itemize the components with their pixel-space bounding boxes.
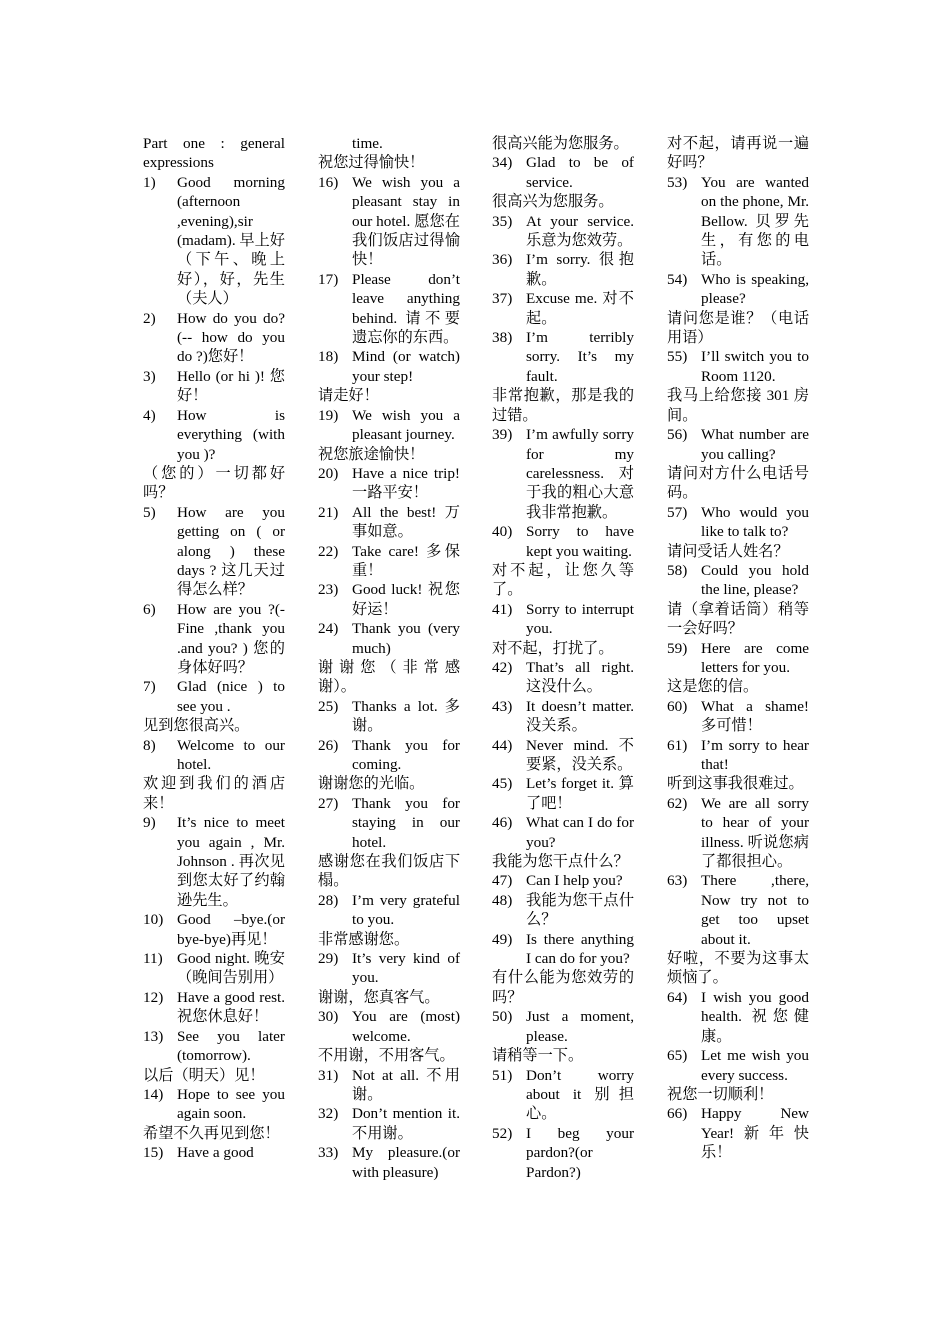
item-number: 46) [492,814,513,832]
phrase-text: Don’t worry about it 别担心。 [526,1066,634,1123]
phrase-text: How is everything (with you )? [177,406,285,463]
translation-line: 听到这事我很难过。 [667,775,804,793]
translation-line: 请走好！ [318,387,379,405]
translation-line: 对不起，请再说一遍好吗？ [667,135,809,172]
item-number: 39) [492,426,513,444]
phrase-text: Happy New Year!新年快乐！ [701,1105,809,1162]
phrase-item [143,600,285,678]
item-number: 22) [318,542,339,560]
phrase-text: My pleasure.(or with pleasure) [352,1144,460,1181]
phrase-text: Let me wish you every success. [701,1047,809,1084]
item-number: 66) [667,1105,688,1123]
phrase-text: Welcome to our hotel. [177,736,285,773]
phrase-item [667,270,809,309]
phrase-item [318,1007,460,1046]
item-number: 3) [143,367,156,385]
phrase-item [318,619,460,658]
phrase-text: I’m sorry to hear that! [701,736,809,773]
translation-line: 祝您旅途愉快！ [318,445,425,463]
phrase-item [318,736,460,775]
phrase-text: Good night. 晚安（晚间告别用） [177,950,285,987]
item-number: 1) [143,173,156,191]
phrase-item [143,910,285,949]
phrase-item [318,503,460,542]
translation-line: 非常感谢您。 [318,930,410,948]
item-number: 15) [143,1144,164,1162]
translation-line: 很高兴为您服务。 [492,193,614,211]
translation-line: 有什么能为您效劳的吗？ [492,969,634,1006]
translation-line: 祝您一切顺利！ [667,1085,774,1103]
phrase-text: Have a good rest. 祝您休息好！ [177,988,285,1026]
phrase-text: It doesn’t matter.没关系。 [526,697,634,735]
item-number: 10) [143,911,164,929]
phrase-item [492,736,634,775]
translation-line: 以后（明天）见！ [143,1066,265,1084]
phrase-text: How are you getting on ( or along ) these days ? 这几天过得怎么样？ [177,503,285,599]
text-column-3 [492,134,634,1182]
item-number: 27) [318,794,339,812]
phrase-text: We wish you a pleasant stay in our hotel. 愿您在我们饭店过得愉快！ [352,173,460,269]
phrase-item [318,1104,460,1143]
item-number: 18) [318,348,339,366]
translation-line: 谢谢您的光临。 [318,775,425,793]
phrase-item [667,639,809,678]
item-number: 36) [492,251,513,269]
item-number: 11) [143,950,163,968]
translation-line: 非常抱歉，那是我的过错。 [492,387,634,424]
phrase-item [492,250,634,289]
phrase-item [318,794,460,852]
item-number: 49) [492,930,513,948]
item-number: 31) [318,1066,339,1084]
item-number: 34) [492,154,513,172]
item-number: 47) [492,872,513,890]
phrase-item [492,871,634,890]
phrase-text: I’ll switch you to Room 1120. [701,348,809,385]
phrase-item [318,542,460,581]
item-number: 55) [667,348,688,366]
phrase-text: Glad to be of service. [526,154,634,191]
translation-line: 见到您很高兴。 [143,717,250,735]
phrase-item [143,949,285,988]
phrase-item [143,309,285,367]
item-number: 5) [143,503,156,521]
phrase-item [492,289,634,328]
phrase-text: Have a good [177,1144,254,1162]
phrase-text: I’m sorry. 很抱歉。 [526,251,634,288]
phrase-text: We wish you a pleasant journey. [352,406,460,444]
phrase-item [143,1143,285,1162]
phrase-item [492,212,634,251]
translation-line: 对不起，打扰了。 [492,639,614,657]
item-number: 29) [318,950,339,968]
phrase-text: 我能为您干点什么？ [526,891,634,929]
item-number: 7) [143,678,156,696]
item-number: 19) [318,406,339,424]
translation-line: 不用谢，不用客气。 [318,1047,455,1065]
phrase-item [492,522,634,561]
item-number: 26) [318,736,339,754]
phrase-item [667,425,809,464]
item-number: 33) [318,1144,339,1162]
item-number: 30) [318,1008,339,1026]
phrase-text: I’m very grateful to you. [352,891,460,929]
item-number: 53) [667,173,688,191]
phrase-item [492,1066,634,1124]
phrase-item [492,658,634,697]
phrase-text: What can I do for you? [526,814,634,851]
phrase-item [143,736,285,775]
phrase-text: Just a moment, please. [526,1008,634,1045]
phrase-item [492,774,634,813]
phrase-text: Thank you for coming. [352,736,460,773]
phrase-text: I’m terribly sorry. It’s my fault. [526,329,634,385]
phrase-text: We are all sorry to hear of your illness. 听说您病了都很担心。 [701,794,809,871]
phrase-item [143,1027,285,1066]
item-number: 40) [492,523,513,541]
phrase-item [318,1143,460,1182]
phrase-text: Thank you (very much) [352,620,460,657]
item-number: 51) [492,1066,513,1084]
item-number: 4) [143,406,156,424]
phrase-text: Mind (or watch) your step! [352,348,460,385]
translation-line: 希望不久再见到您！ [143,1124,280,1142]
translation-line: 谢谢您（非常感谢）。 [318,658,460,696]
phrase-item [318,949,460,988]
phrase-item [667,988,809,1046]
phrase-text: Have a nice trip!一路平安！ [352,464,460,502]
item-number: 2) [143,309,156,327]
translation-line: 请稍等一下。 [492,1047,584,1065]
phrase-item [667,503,809,542]
translation-line: 我马上给您接 301 房间。 [667,387,809,424]
item-number: 50) [492,1008,513,1026]
phrase-item [318,270,460,348]
item-number: 9) [143,814,156,832]
phrase-item [492,153,634,192]
text-column-2 [318,134,460,1182]
phrase-text: Excuse me. 对不起。 [526,290,634,327]
phrase-item [492,930,634,969]
phrase-item [318,891,460,930]
phrase-text: Here are come letters for you. [701,639,809,676]
phrase-text: You are wanted on the phone, Mr. Bellow. 贝罗先生，有您的电话。 [701,173,809,269]
phrase-text: Not at all. 不用谢。 [352,1066,460,1103]
item-number: 12) [143,988,164,1006]
phrase-continuation: time. [352,135,383,152]
item-number: 56) [667,426,688,444]
translation-line: 祝您过得愉快！ [318,154,425,172]
translation-line: 欢迎到我们的酒店来！ [143,775,285,812]
item-number: 21) [318,503,339,521]
translation-line: 请问您是谁？（电话用语） [667,309,809,347]
phrase-text: All the best! 万事如意。 [352,503,460,541]
phrase-text: At your service. 乐意为您效劳。 [526,212,634,250]
item-number: 8) [143,736,156,754]
phrase-text: Hello (or hi )! 您好！ [177,367,285,405]
phrase-item [318,347,460,386]
item-number: 61) [667,736,688,754]
item-number: 32) [318,1105,339,1123]
item-number: 63) [667,872,688,890]
item-number: 43) [492,697,513,715]
item-number: 13) [143,1027,164,1045]
item-number: 14) [143,1085,164,1103]
item-number: 35) [492,212,513,230]
item-number: 28) [318,891,339,909]
phrase-text: Could you hold the line, please? [701,561,809,599]
phrase-text: You are (most) welcome. [352,1008,460,1045]
phrase-text: Good –bye.(or bye-bye)再见！ [177,911,285,948]
item-number: 23) [318,581,339,599]
phrase-text: Is there anything I can do for you? [526,930,634,968]
phrase-item [667,736,809,775]
phrase-item [667,697,809,736]
phrase-text: See you later (tomorrow). [177,1027,285,1065]
item-number: 20) [318,464,339,482]
translation-line: 请问受话人姓名？ [667,542,789,560]
translation-line: 感谢您在我们饭店下榻。 [318,853,460,890]
phrase-item [492,600,634,639]
item-number: 16) [318,173,339,191]
phrase-item [667,1046,809,1085]
phrase-item [492,813,634,852]
phrase-text: Thank you for staying in our hotel. [352,794,460,851]
phrase-text: That’s all right. 这没什么。 [526,658,634,696]
phrase-item [143,173,285,309]
phrase-item [318,1066,460,1105]
phrase-text: I wish you good health. 祝您健康。 [701,988,809,1045]
phrase-item [318,173,460,270]
translation-line: 谢谢，您真客气。 [318,988,440,1006]
translation-line: 这是您的信。 [667,678,759,696]
phrase-item [667,347,809,386]
item-number: 57) [667,503,688,521]
text-column-4 [667,134,809,1163]
phrase-text: Good luck! 祝您好运！ [352,581,460,618]
phrase-text: Sorry to interrupt you. [526,600,634,638]
item-number: 58) [667,561,688,579]
phrase-item [143,367,285,406]
phrase-item [667,871,809,949]
translation-line: （您的）一切都好吗？ [143,464,285,502]
phrase-item [492,891,634,930]
phrase-text: I beg your pardon?(or Pardon?) [526,1124,634,1181]
item-number: 25) [318,697,339,715]
phrase-item [492,1007,634,1046]
phrase-text: Let’s forget it. 算了吧！ [526,775,634,812]
phrase-item [318,697,460,736]
translation-line: 请（拿着话筒）稍等一会好吗？ [667,600,809,638]
phrase-text: How do you do? (-- how do you do ?)您好！ [177,309,285,366]
item-number: 44) [492,736,513,754]
phrase-text: Good morning (afternoon ,evening),sir (madam). 早上好（下午、晚上好），好，先生（夫人） [177,173,285,308]
translation-line: 好啦，不要为这事太烦恼了。 [667,950,809,987]
translation-line: 请问对方什么电话号码。 [667,464,809,502]
phrase-item [667,794,809,872]
phrase-text: Hope to see you again soon. [177,1085,285,1123]
phrase-item [492,1124,634,1182]
item-number: 62) [667,794,688,812]
phrase-item [318,406,460,445]
phrase-text: Thanks a lot. 多谢。 [352,697,460,735]
phrase-item [143,503,285,600]
phrase-item [143,988,285,1027]
item-number: 64) [667,988,688,1006]
phrase-text: Never mind. 不要紧，没关系。 [526,736,634,773]
item-number: 24) [318,620,339,638]
item-number: 41) [492,600,513,618]
translation-line: Part one : general expressions [143,135,285,172]
item-number: 59) [667,639,688,657]
item-number: 37) [492,290,513,308]
item-number: 17) [318,270,339,288]
phrase-text: Take care! 多保重！ [352,542,460,579]
phrase-item [492,328,634,386]
phrase-text: Please don’t leave anything behind. 请不要遗忘你的东西。 [352,270,460,347]
translation-line: 很高兴能为您服务。 [492,135,629,152]
phrase-item [667,173,809,270]
phrase-text: What number are you calling? [701,426,809,463]
phrase-item [492,425,634,522]
item-number: 38) [492,329,513,347]
phrase-item [318,580,460,619]
phrase-item [318,464,460,503]
phrase-text: Glad (nice ) to see you . [177,678,285,715]
phrase-text: I’m awfully sorry for my carelessness. 对于我的粗心大意我非常抱歉。 [526,426,634,521]
item-number: 42) [492,658,513,676]
phrase-item [143,406,285,464]
phrase-item [667,561,809,600]
phrase-text: Sorry to have kept you waiting. [526,523,634,560]
phrase-text: How are you ?(- Fine ,thank you .and you? ) 您的身体好吗？ [177,600,285,676]
phrase-text: Don’t mention it.不用谢。 [352,1105,460,1142]
translation-line: 对不起，让您久等了。 [492,561,634,599]
phrase-text: Who would you like to talk to? [701,503,809,541]
phrase-item [143,813,285,910]
phrase-item [667,1104,809,1162]
phrase-item [143,677,285,716]
item-number: 54) [667,270,688,288]
phrase-text: Who is speaking, please? [701,270,809,308]
item-number: 45) [492,775,513,793]
item-number: 6) [143,600,156,618]
phrase-text: What a shame! 多可惜！ [701,697,809,735]
translation-line: 我能为您干点什么？ [492,853,629,871]
phrase-text: Can I help you? [526,872,623,890]
item-number: 48) [492,891,513,909]
phrase-text: There ,there, Now try not to get too upset about it. [701,872,809,948]
item-number: 60) [667,697,688,715]
item-number: 52) [492,1124,513,1142]
text-column-1 [143,134,285,1163]
item-number: 65) [667,1047,688,1065]
phrase-text: It’s very kind of you. [352,950,460,987]
phrase-item [143,1085,285,1124]
phrase-item [492,697,634,736]
phrase-text: It’s nice to meet you again , Mr. Johnson . 再次见到您太好了约翰逊先生。 [177,814,285,909]
